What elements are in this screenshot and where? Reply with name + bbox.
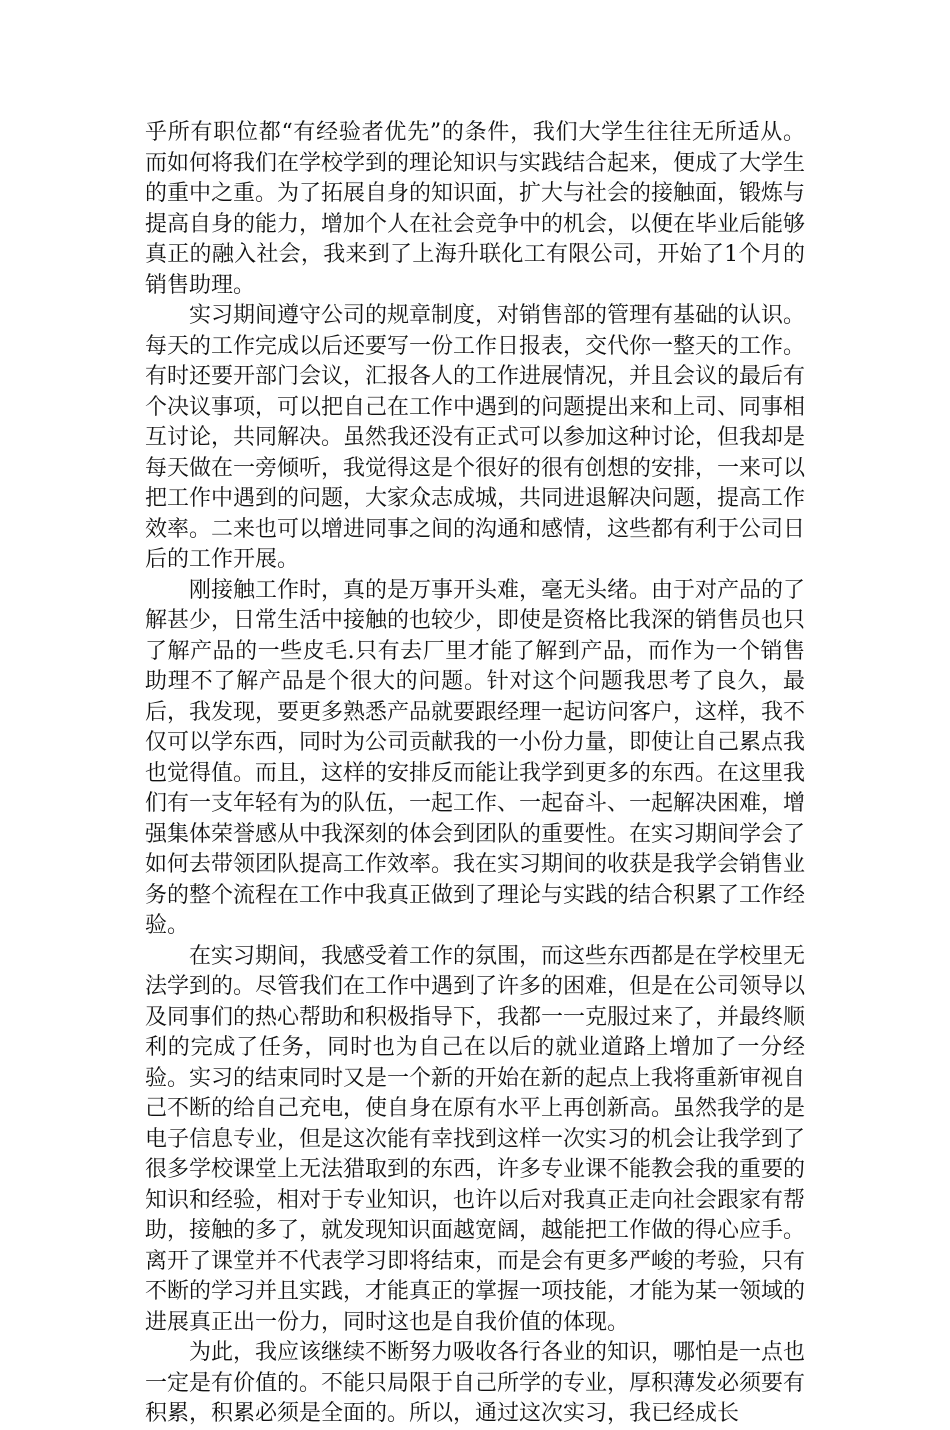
paragraph-continuation: 乎所有职位都“有经验者优先”的条件，我们大学生往往无所适从。而如何将我们在学校学到的理论知识与实践结合起来，便成了大学生的重中之重。为了拓展自身的知识面，扩大与社会的接触面，锻炼与提高自身的能力，增加个人在社会竞争中的机会，以便在毕业后能够真正的融入社会，我来到了上海升联化工有限公司，开始了1个月的销售助理。 (145, 120, 806, 298)
paragraph-company-rules: 实习期间遵守公司的规章制度，对销售部的管理有基础的认识。每天的工作完成以后还要写一份工作日报表，交代你一整天的工作。有时还要开部门会议，汇报各人的工作进展情况，并且会议的最后有个决议事项，可以把自己在工作中遇到的问题提出来和上司、同事相互讨论，共同解决。虽然我还没有正式可以参加这种讨论，但我却是每天做在一旁倾听，我觉得这是个很好的很有创想的安排，一来可以把工作中遇到的问题，大家众志成城，共同进退解决问题，提高工作效率。二来也可以增进同事之间的沟通和感情，这些都有利于公司日后的工作开展。 (145, 303, 806, 572)
document-body (145, 118, 805, 1430)
paragraph-starting-work: 刚接触工作时，真的是万事开头难，毫无头绪。由于对产品的了解甚少，日常生活中接触的也较少，即使是资格比我深的销售员也只了解产品的一些皮毛.只有去厂里才能了解到产品，而作为一个销售助理不了解产品是个很大的问题。针对这个问题我思考了良久，最后，我发现，要更多熟悉产品就要跟经理一起访问客户，这样，我不仅可以学东西，同时为公司贡献我的一小份力量，即使让自己累点我也觉得值。而且，这样的安排反而能让我学到更多的东西。在这里我们有一支年轻有为的队伍，一起工作、一起奋斗、一起解决困难，增强集体荣誉感从中我深刻的体会到团队的重要性。在实习期间学会了如何去带领团队提高工作效率。我在实习期间的收获是我学会销售业务的整个流程在工作中我真正做到了理论与实践的结合积累了工作经验。 (145, 577, 806, 938)
paragraph-internship-reflection: 在实习期间，我感受着工作的氛围，而这些东西都是在学校里无法学到的。尽管我们在工作中遇到了许多的困难，但是在公司领导以及同事们的热心帮助和积极指导下，我都一一克服过来了，并最终顺利的完成了任务，同时也为自己在以后的就业道路上增加了一分经验。实习的结束同时又是一个新的开始在新的起点上我将重新审视自己不断的给自己充电，使自身在原有水平上再创新高。虽然我学的是电子信息专业，但是这次能有幸找到这样一次实习的机会让我学到了很多学校课堂上无法猎取到的东西，许多专业课不能教会我的重要的知识和经验，相对于专业知识，也许以后对我真正走向社会跟家有帮助，接触的多了，就发现知识面越宽阔，越能把工作做的得心应手。离开了课堂并不代表学习即将结束，而是会有更多严峻的考验，只有不断的学习并且实践，才能真正的掌握一项技能，才能为某一领域的进展真正出一份力，同时这也是自我价值的体现。 (145, 943, 806, 1335)
paragraph-conclusion: 为此，我应该继续不断努力吸收各行各业的知识，哪怕是一点也一定是有价值的。不能只局限于自己所学的专业，厚积薄发必须要有积累，积累必须是全面的。所以，通过这次实习，我已经成长 (145, 1340, 806, 1426)
